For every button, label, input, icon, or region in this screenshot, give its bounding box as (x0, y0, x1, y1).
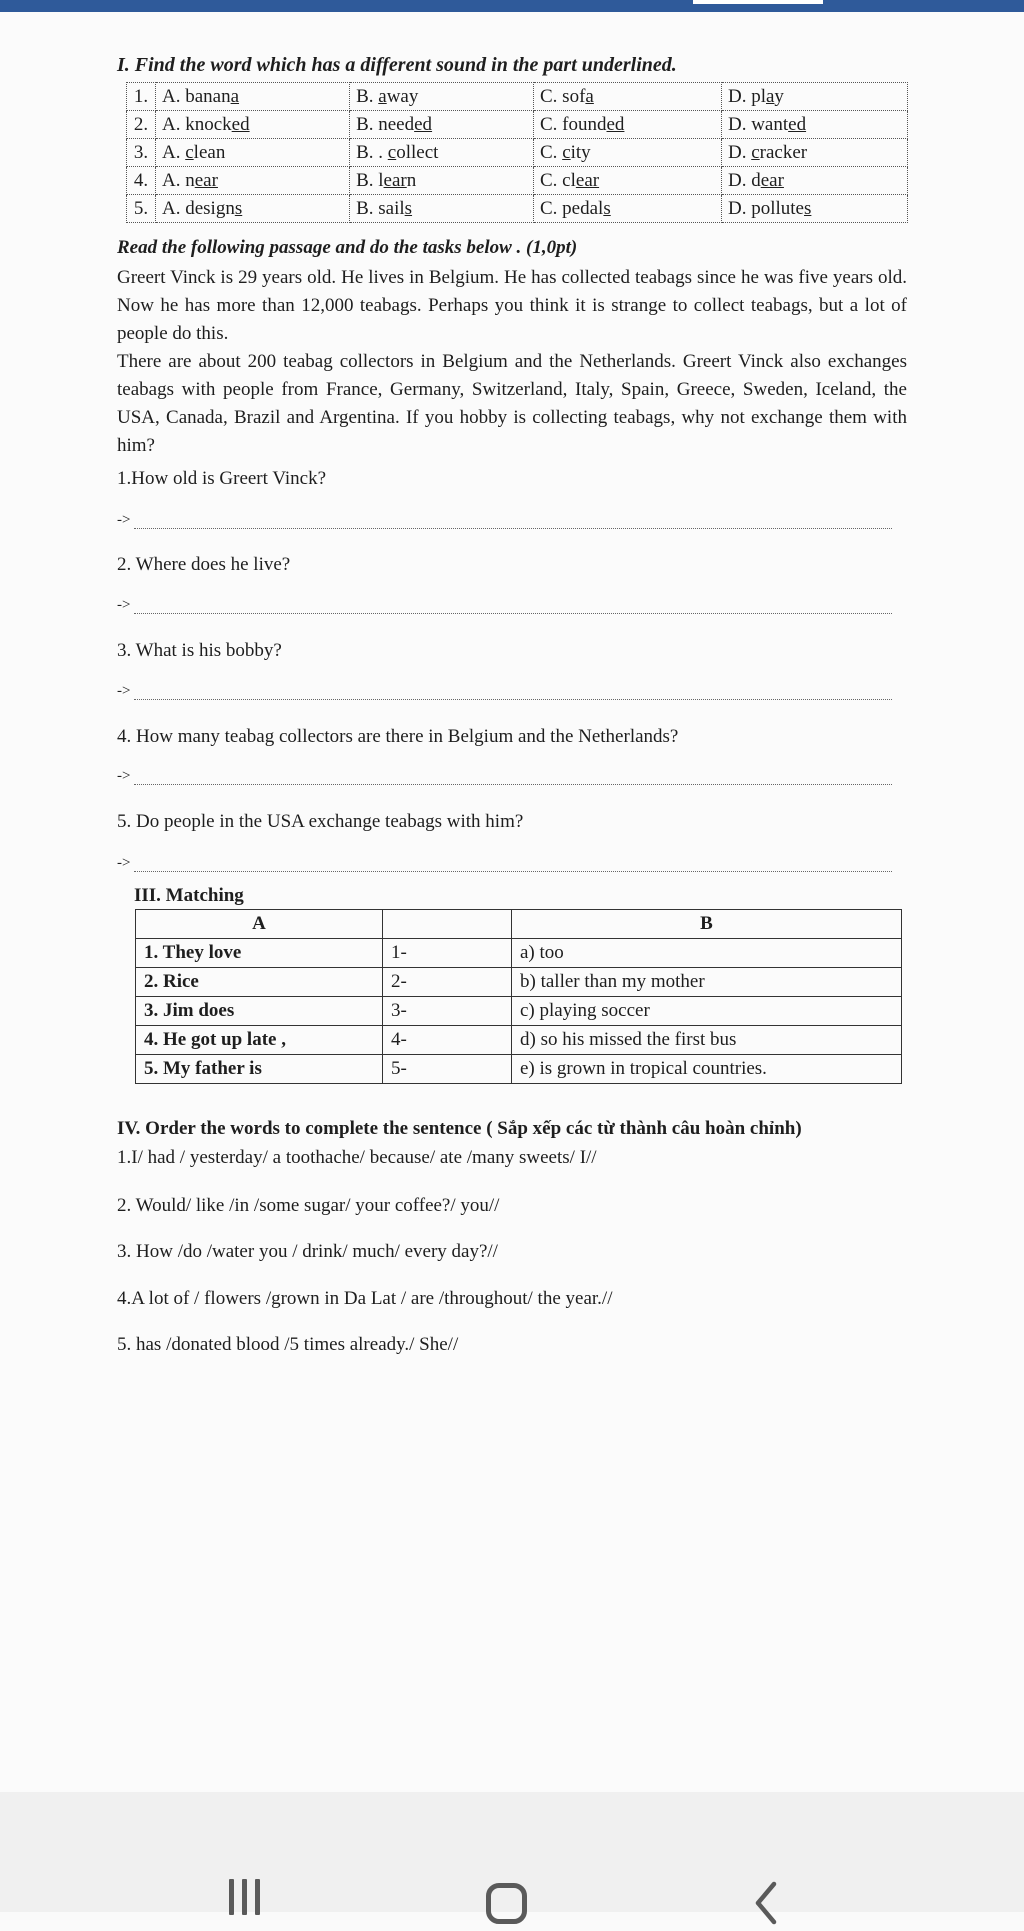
underlined-part: ed (414, 113, 433, 135)
option-text: C. (540, 141, 563, 163)
column-b-header: B (512, 910, 902, 939)
option-text: C. found (540, 113, 607, 135)
underlined-part: ear (194, 169, 218, 191)
option-text: lean (193, 141, 226, 163)
option-text: D. pl (727, 85, 766, 107)
answer-line-3[interactable]: -> (117, 683, 892, 700)
option-b (350, 139, 534, 167)
underlined-part: ear (383, 169, 407, 191)
option-c (534, 83, 722, 111)
option-a (156, 167, 350, 195)
question-5: 5. Do people in the USA exchange teabags with him? (117, 811, 524, 832)
column-a-cell: 3. Jim does (136, 997, 383, 1026)
column-a-cell: 1. They love (136, 939, 383, 968)
question-1: 1.How old is Greert Vinck? (117, 468, 327, 489)
option-text: D. d (727, 169, 761, 191)
option-text: ity (570, 141, 591, 163)
option-c (534, 111, 722, 139)
matching-row (136, 1026, 902, 1055)
underlined-part: s (603, 197, 611, 219)
option-d (721, 83, 907, 111)
answer-line-1[interactable]: -> (117, 512, 892, 529)
row-number: 5. (127, 195, 156, 223)
underlined-part: c (185, 141, 194, 163)
column-b-cell: a) too (512, 939, 902, 968)
option-d (721, 167, 907, 195)
row-number: 3. (127, 139, 156, 167)
matching-table (135, 909, 902, 1084)
row-number: 2. (127, 111, 156, 139)
row-number: 4. (127, 167, 156, 195)
question-3: 3. What is his bobby? (117, 640, 282, 661)
option-a (156, 111, 350, 139)
option-text: ollect (396, 141, 439, 163)
option-d (721, 111, 907, 139)
option-text: D. want (727, 113, 789, 135)
section2-title: Read the following passage and do the tasks below . (1,0pt) (117, 237, 578, 258)
option-c (534, 139, 722, 167)
reading-passage (117, 264, 907, 460)
recent-apps-icon[interactable] (229, 1879, 261, 1915)
column-num-header (383, 910, 512, 939)
option-text: A. n (162, 169, 195, 191)
option-b (350, 83, 534, 111)
option-text: B. . (356, 141, 388, 163)
answer-line-5[interactable]: -> (117, 855, 892, 872)
option-text: B. l (356, 169, 384, 191)
match-number-cell: 2- (383, 968, 512, 997)
order-item-4: 4.A lot of / flowers /grown in Da Lat / are /throughout/ the year.// (117, 1288, 613, 1309)
phonetics-row (127, 83, 908, 111)
match-number-cell: 1- (383, 939, 512, 968)
answer-line-2[interactable]: -> (117, 597, 892, 614)
column-b-cell: b) taller than my mother (512, 968, 902, 997)
underlined-part: s (234, 197, 243, 219)
status-bar (0, 0, 1024, 12)
phonetics-row (127, 167, 908, 195)
option-c (534, 167, 722, 195)
underlined-part: s (803, 197, 812, 219)
option-b (350, 111, 534, 139)
order-item-2: 2. Would/ like /in /some sugar/ your coffee?/ you// (117, 1195, 500, 1216)
phonetics-row (127, 111, 908, 139)
matching-row (136, 997, 902, 1026)
option-a (156, 195, 350, 223)
column-a-header: A (136, 910, 383, 939)
option-text: C. pedal (540, 197, 604, 219)
underlined-part: a (378, 85, 387, 107)
matching-row (136, 968, 902, 997)
column-a-cell: 4. He got up late , (136, 1026, 383, 1055)
underlined-part: s (404, 197, 413, 219)
matching-row (136, 1055, 902, 1084)
matching-header-row (136, 910, 902, 939)
underlined-part: ed (231, 113, 250, 135)
passage-paragraph-1: Greert Vinck is 29 years old. He lives in Belgium. He has collected teabags since he was five years old. Now he has more than 12,000 teabags. Perhaps you think it is strange to collect teabags, but a lot of people do this. (117, 267, 907, 344)
option-a (156, 139, 350, 167)
order-item-5: 5. has /donated blood /5 times already./ She// (117, 1334, 459, 1355)
option-text: n (406, 169, 417, 191)
order-item-1: 1.I/ had / yesterday/ a toothache/ because/ ate /many sweets/ I// (117, 1147, 597, 1168)
underlined-part: a (230, 85, 240, 107)
option-text: A. banan (162, 85, 231, 107)
underlined-part: ear (760, 169, 784, 191)
underlined-part: ed (606, 113, 625, 135)
underlined-part: ear (575, 169, 600, 191)
phonetics-table (126, 82, 908, 223)
column-a-cell: 5. My father is (136, 1055, 383, 1084)
underlined-part: a (585, 85, 594, 107)
option-b (350, 167, 534, 195)
back-icon[interactable] (752, 1880, 782, 1926)
option-text: D. pollute (727, 197, 804, 219)
underlined-part: c (387, 141, 397, 163)
passage-paragraph-2: There are about 200 teabag collectors in Belgium and the Netherlands. Greert Vinck also exchanges teabags with people from France, Germany, Switzerland, Italy, Spain, Greece, Sweden, Iceland, the USA, Canada, Brazil and Argentina. If you hobby is collecting teabags, why not exchange them with him? (117, 351, 907, 456)
phonetics-row (127, 195, 908, 223)
question-4: 4. How many teabag collectors are there in Belgium and the Netherlands? (117, 726, 679, 747)
option-text: way (386, 85, 419, 107)
answer-line-4[interactable]: -> (117, 768, 892, 785)
option-text: B. need (356, 113, 415, 135)
home-icon[interactable] (486, 1883, 527, 1924)
option-a (156, 83, 350, 111)
section1-title: I. Find the word which has a different sound in the part underlined. (117, 54, 677, 76)
row-number: 1. (127, 83, 156, 111)
column-a-cell: 2. Rice (136, 968, 383, 997)
match-number-cell: 3- (383, 997, 512, 1026)
column-b-cell: e) is grown in tropical countries. (512, 1055, 902, 1084)
match-number-cell: 5- (383, 1055, 512, 1084)
option-text: B. sail (356, 197, 405, 219)
matching-row (136, 939, 902, 968)
underlined-part: c (751, 141, 760, 163)
question-2: 2. Where does he live? (117, 554, 291, 575)
option-text: racker (759, 141, 808, 163)
option-text: A. knock (162, 113, 232, 135)
option-text: B. (356, 85, 379, 107)
option-text: A. (162, 141, 186, 163)
option-d (721, 139, 907, 167)
column-b-cell: c) playing soccer (512, 997, 902, 1026)
status-bar-highlight (693, 0, 823, 4)
option-c (534, 195, 722, 223)
option-text: y (774, 85, 784, 107)
order-item-3: 3. How /do /water you / drink/ much/ every day?// (117, 1241, 498, 1262)
match-number-cell: 4- (383, 1026, 512, 1055)
phonetics-row (127, 139, 908, 167)
underlined-part: a (765, 85, 775, 107)
option-text: C. sof (540, 85, 586, 107)
option-text: C. cl (540, 169, 576, 191)
underlined-part: c (562, 141, 571, 163)
option-b (350, 195, 534, 223)
section3-title: III. Matching (134, 885, 244, 906)
option-text: A. design (162, 197, 235, 219)
section4-title: IV. Order the words to complete the sentence ( Sắp xếp các từ thành câu hoàn chỉnh) (117, 1118, 802, 1139)
option-text: D. (727, 141, 752, 163)
column-b-cell: d) so his missed the first bus (512, 1026, 902, 1055)
option-d (721, 195, 907, 223)
underlined-part: ed (788, 113, 807, 135)
